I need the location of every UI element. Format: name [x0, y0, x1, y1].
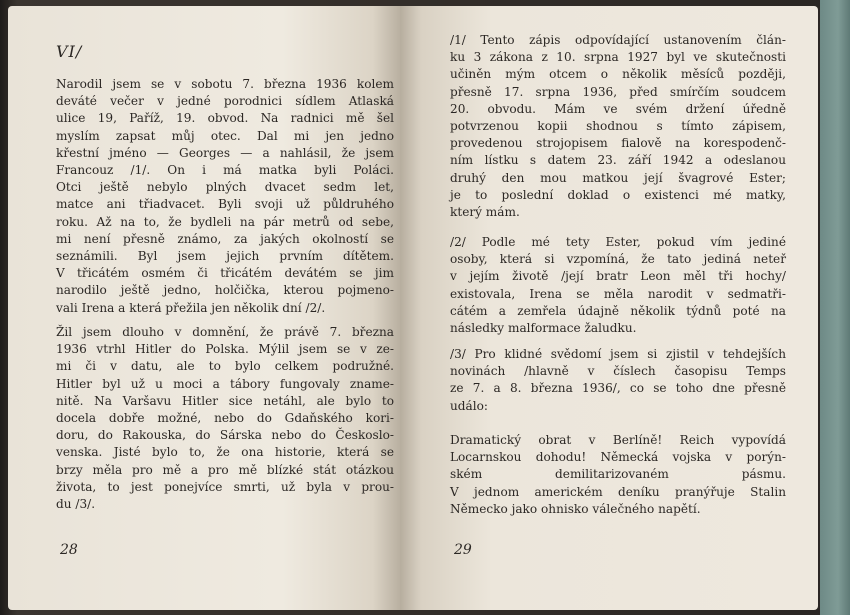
text-line: existovala, Irena se měla narodit v sedmatři-: [450, 286, 786, 301]
text-line: Otci ještě nebylo plných dvacet sedm let,: [56, 180, 394, 195]
text-line: 20. obvodu. Mám ve svém držení úředně: [450, 101, 786, 116]
text-line: cátém a zemřela údajně několik týdnů poté na: [450, 303, 786, 318]
text-line: deváté večer v jedné porodnici sídlem Atlaská: [56, 94, 394, 109]
text-line: novinách /hlavně v číslech časopisu Temps: [450, 364, 786, 379]
text-line: 1936 vtrhl Hitler do Polska. Mýlil jsem se v ze-: [56, 342, 394, 357]
text-line: který mám.: [450, 205, 520, 220]
chapter-heading: VI/: [56, 42, 83, 61]
text-line: mi či v datu, ale to bylo celkem podružné.: [56, 359, 394, 374]
text-line: provedenou strojopisem fialově na korespodenč-: [450, 136, 786, 151]
text-line: druhý den mou matkou její švagrové Ester;: [450, 170, 786, 185]
text-line: nitě. Na Varšavu Hitler sice netáhl, ale bylo to: [56, 393, 394, 408]
text-line: učiněn mým otcem o několik měsíců později,: [450, 67, 786, 82]
text-line: V třicátém osmém či třicátém devátém se jim: [56, 266, 394, 281]
text-line: ním lístku s datem 23. září 1942 a odeslanou: [450, 153, 786, 168]
text-line: ulice 19, Paříž, 19. obvod. Na radnici mě šel: [56, 111, 394, 126]
left-page: [8, 6, 400, 610]
text-line: mi není přesně známo, za jakých okolností se: [56, 231, 394, 246]
text-line: vali Irena a která přežila jen několik dní /2/.: [56, 300, 326, 315]
text-line: /3/ Pro klidné svědomí jsem si zjistil v tehdejších: [450, 347, 786, 361]
page-number-right: 29: [454, 542, 472, 558]
text-line: docela dobře možné, nebo do Gdaňského kori-: [56, 411, 394, 426]
text-line: venska. Jisté bylo to, že ona historie, která se: [56, 445, 394, 460]
text-line: potvrzenou kopii shodnou s tímto zápisem,: [450, 119, 786, 134]
text-line: /2/ Podle mé tety Ester, pokud vím jediné: [450, 235, 786, 249]
text-line: je to poslední doklad o existenci mé matky,: [450, 187, 786, 202]
text-line: V jednom americkém deníku pranýřuje Stalin: [450, 484, 786, 499]
background-edge: [820, 0, 850, 615]
text-line: du /3/.: [56, 497, 96, 512]
text-line: doru, do Rakouska, do Sárska nebo do Českoslo-: [56, 428, 394, 443]
text-line: v jejím životě /její bratr Leon měl tři hochy/: [450, 269, 786, 284]
text-line: křestní jméno — Georges — a nahlásil, že jsem: [56, 145, 394, 160]
footnote: [450, 346, 786, 415]
quoted-news: [450, 432, 786, 518]
footnote: [450, 32, 786, 221]
text-line: seznámili. Byl jsem jejich prvním dítětem.: [56, 249, 394, 264]
text-line: /1/ Tento zápis odpovídající ustanovením člán-: [450, 33, 786, 47]
text-line: Žil jsem dlouho v domnění, že právě 7. března: [56, 325, 394, 339]
paragraph: [56, 324, 394, 513]
text-line: Narodil jsem se v sobotu 7. března 1936 kolem: [56, 77, 394, 91]
right-page: [400, 6, 818, 610]
page-number-left: 28: [60, 542, 78, 558]
footnote: [450, 234, 786, 337]
text-line: Hitler byl už u moci a tábory fungovaly zname-: [56, 376, 394, 391]
text-line: brzy měla pro mě a pro mě blízké stát otázkou: [56, 462, 394, 477]
text-line: narodilo ještě jedno, holčička, kterou pojmeno-: [56, 283, 394, 298]
text-line: myslím zapsat můj otec. Dal mi jen jedno: [56, 128, 394, 143]
text-line: Dramatický obrat v Berlíně! Reich vypovídá: [450, 433, 786, 447]
paragraph: [56, 76, 394, 317]
text-line: Locarnskou dohodu! Německá vojska v porýn-: [450, 450, 786, 465]
text-line: ském demilitarizovaném pásmu.: [450, 467, 786, 482]
text-line: událo:: [450, 398, 488, 413]
text-line: následky malformace žaludku.: [450, 321, 637, 336]
text-line: života, to jest ponejvíce smrti, už byla v prou-: [56, 479, 394, 494]
text-line: Francouz /1/. On i má matka byli Poláci.: [56, 163, 394, 178]
text-line: osoby, která si vzpomíná, že tato jediná neteř: [450, 252, 786, 267]
text-line: ze 7. a 8. března 1936/, co se toho dne přesně: [450, 381, 786, 396]
text-line: ku 3 zákona z 10. srpna 1927 byl ve skutečnosti: [450, 50, 786, 65]
text-line: roku. Až na to, že bydleli na pár metrů od sebe,: [56, 214, 394, 229]
text-line: přesně 17. srpna 1936, před smírčím soudcem: [450, 84, 786, 99]
text-line: matce ani třiadvacet. Byli svoji už půldruhého: [56, 197, 394, 212]
text-line: Německo jako ohnisko válečného napětí.: [450, 501, 701, 516]
